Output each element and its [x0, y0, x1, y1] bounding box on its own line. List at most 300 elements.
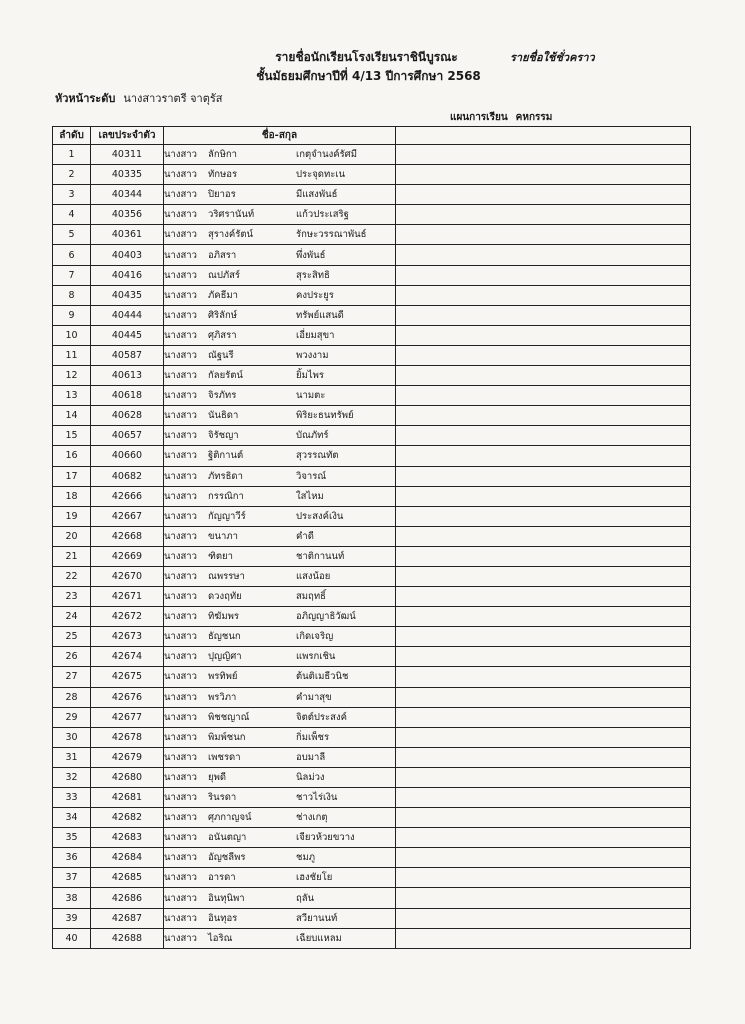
row-number: 12: [53, 366, 91, 386]
name-prefix: นางสาว: [164, 349, 197, 361]
student-id: 40444: [91, 305, 164, 325]
name-last: สวียานนท์: [296, 912, 338, 924]
row-number: 25: [53, 627, 91, 647]
student-name: [164, 406, 396, 426]
name-last: ฤลัน: [296, 892, 315, 904]
table-row: [53, 808, 691, 828]
row-number: 24: [53, 607, 91, 627]
blank-cell: [396, 727, 691, 747]
table-row: [53, 788, 691, 808]
table-row: [53, 908, 691, 928]
name-prefix: นางสาว: [164, 691, 197, 703]
name-last: แสงน้อย: [296, 571, 331, 583]
name-prefix: นางสาว: [164, 892, 197, 904]
blank-cell: [396, 788, 691, 808]
name-prefix: นางสาว: [164, 852, 197, 864]
name-last: ต้นติเมธีวนิช: [296, 671, 349, 683]
name-first: พิมพ์ชนก: [208, 731, 246, 743]
name-prefix: นางสาว: [164, 490, 197, 502]
name-last: แก้วประเสริฐ: [296, 209, 349, 221]
name-first: อินทุอร: [208, 912, 238, 924]
student-id: 42668: [91, 526, 164, 546]
table-row: [53, 165, 691, 185]
name-prefix: นางสาว: [164, 771, 197, 783]
row-number: 3: [53, 185, 91, 205]
name-first: เพชรดา: [208, 751, 241, 763]
table-row: [53, 747, 691, 767]
table-row: [53, 325, 691, 345]
row-number: 40: [53, 928, 91, 948]
blank-cell: [396, 165, 691, 185]
blank-cell: [396, 707, 691, 727]
name-first: อัญชลีพร: [208, 852, 246, 864]
student-name: [164, 727, 396, 747]
student-id: 40361: [91, 225, 164, 245]
table-row: [53, 406, 691, 426]
student-name: [164, 185, 396, 205]
plan-label: แผนการเรียน: [450, 112, 508, 123]
name-first: ลักษิกา: [208, 149, 237, 161]
name-first: ภัคธีมา: [208, 289, 239, 301]
table-row: [53, 627, 691, 647]
table-row: [53, 767, 691, 787]
name-first: ธัญชนก: [208, 631, 241, 643]
name-last: เฉียบแหลม: [296, 932, 342, 944]
table-row: [53, 386, 691, 406]
table-row: [53, 245, 691, 265]
table-row: [53, 546, 691, 566]
name-last: ทรัพย์แสนดี: [296, 309, 344, 321]
homeroom-name: นางสาวราตรี จาตุรัส: [123, 92, 223, 105]
blank-cell: [396, 647, 691, 667]
table-row: [53, 366, 691, 386]
student-name: [164, 265, 396, 285]
name-last: สุวรรณทัต: [296, 450, 339, 462]
name-first: ฐิติกานต์: [208, 450, 244, 462]
name-first: ศุภกาญจน์: [208, 812, 252, 824]
blank-cell: [396, 627, 691, 647]
name-prefix: นางสาว: [164, 611, 197, 623]
name-last: อบมาลี: [296, 751, 326, 763]
name-prefix: นางสาว: [164, 329, 197, 341]
name-prefix: นางสาว: [164, 309, 197, 321]
name-prefix: นางสาว: [164, 209, 197, 221]
student-name: [164, 205, 396, 225]
row-number: 29: [53, 707, 91, 727]
student-name: [164, 627, 396, 647]
name-prefix: นางสาว: [164, 751, 197, 763]
row-number: 17: [53, 466, 91, 486]
row-number: 32: [53, 767, 91, 787]
row-number: 27: [53, 667, 91, 687]
table-row: [53, 566, 691, 586]
row-number: 2: [53, 165, 91, 185]
name-prefix: นางสาว: [164, 571, 197, 583]
table-row: [53, 265, 691, 285]
student-name: [164, 607, 396, 627]
name-prefix: นางสาว: [164, 932, 197, 944]
name-first: ปิยาอร: [208, 189, 236, 201]
blank-cell: [396, 687, 691, 707]
student-id: 42666: [91, 486, 164, 506]
name-first: ศุภิสรา: [208, 329, 237, 341]
table-row: [53, 868, 691, 888]
name-prefix: นางสาว: [164, 832, 197, 844]
student-name: [164, 366, 396, 386]
student-name: [164, 828, 396, 848]
student-id: 40356: [91, 205, 164, 225]
table-row: [53, 205, 691, 225]
name-first: จิรัชญา: [208, 430, 239, 442]
blank-cell: [396, 848, 691, 868]
student-id: 42673: [91, 627, 164, 647]
row-number: 34: [53, 808, 91, 828]
table-row: [53, 687, 691, 707]
name-last: บัณภัทร์: [296, 430, 329, 442]
student-id: 42675: [91, 667, 164, 687]
name-first: ณปภัสร์: [208, 269, 241, 281]
blank-cell: [396, 225, 691, 245]
row-number: 8: [53, 285, 91, 305]
table-row: [53, 446, 691, 466]
name-first: อภิสรา: [208, 249, 237, 261]
table-row: [53, 607, 691, 627]
student-id: 40587: [91, 345, 164, 365]
table-row: [53, 587, 691, 607]
name-last: จิตต์ประสงค์: [296, 711, 347, 723]
student-id: 42686: [91, 888, 164, 908]
table-body: [53, 145, 691, 949]
table-row: [53, 145, 691, 165]
name-last: ประจุดทะเน: [296, 169, 346, 181]
name-prefix: นางสาว: [164, 711, 197, 723]
name-prefix: นางสาว: [164, 550, 197, 562]
student-name: [164, 707, 396, 727]
blank-cell: [396, 808, 691, 828]
student-id: 42683: [91, 828, 164, 848]
row-number: 18: [53, 486, 91, 506]
name-last: แพรกเชิน: [296, 651, 336, 663]
name-last: นามตะ: [296, 390, 326, 402]
blank-cell: [396, 546, 691, 566]
blank-cell: [396, 667, 691, 687]
provisional-note: รายชื่อใช้ชั่วคราว: [510, 51, 595, 64]
name-last: เกตุจำนงค์รัศมี: [296, 149, 357, 161]
student-name: [164, 868, 396, 888]
student-name: [164, 808, 396, 828]
student-id: 40618: [91, 386, 164, 406]
table-row: [53, 345, 691, 365]
name-first: จิรภัทร: [208, 390, 237, 402]
student-name: [164, 687, 396, 707]
student-id: 40335: [91, 165, 164, 185]
student-name: [164, 386, 396, 406]
student-name: [164, 788, 396, 808]
blank-cell: [396, 325, 691, 345]
table-row: [53, 506, 691, 526]
row-number: 15: [53, 426, 91, 446]
name-prefix: นางสาว: [164, 671, 197, 683]
name-last: พึ่งพันธ์: [296, 249, 326, 261]
student-id: 42685: [91, 868, 164, 888]
student-id: 42688: [91, 928, 164, 948]
row-number: 30: [53, 727, 91, 747]
name-last: กิ่มเพ็ชร: [296, 731, 330, 743]
header-no: ลำดับ: [53, 127, 91, 145]
row-number: 21: [53, 546, 91, 566]
row-number: 23: [53, 587, 91, 607]
name-last: นิลม่วง: [296, 771, 325, 783]
table-row: [53, 888, 691, 908]
blank-cell: [396, 607, 691, 627]
student-id: 40403: [91, 245, 164, 265]
name-last: เอี่ยมสุขา: [296, 329, 335, 341]
student-id: 40657: [91, 426, 164, 446]
name-first: วริศรานันท์: [208, 209, 255, 221]
table-row: [53, 707, 691, 727]
table-row: [53, 305, 691, 325]
name-prefix: นางสาว: [164, 169, 197, 181]
document-title: รายชื่อนักเรียนโรงเรียนราชินีบูรณะ: [275, 50, 458, 64]
name-prefix: นางสาว: [164, 149, 197, 161]
table-row: [53, 667, 691, 687]
row-number: 14: [53, 406, 91, 426]
row-number: 13: [53, 386, 91, 406]
row-number: 39: [53, 908, 91, 928]
blank-cell: [396, 747, 691, 767]
row-number: 16: [53, 446, 91, 466]
blank-cell: [396, 426, 691, 446]
name-last: ใสไหม: [296, 490, 324, 502]
name-prefix: นางสาว: [164, 510, 197, 522]
blank-cell: [396, 265, 691, 285]
row-number: 22: [53, 566, 91, 586]
student-id: 40416: [91, 265, 164, 285]
student-name: [164, 888, 396, 908]
student-name: [164, 325, 396, 345]
row-number: 38: [53, 888, 91, 908]
student-id: 42677: [91, 707, 164, 727]
name-last: เจียวห้วยขวาง: [296, 832, 355, 844]
student-id: 40435: [91, 285, 164, 305]
name-first: กัลยรัตน์: [208, 370, 243, 382]
student-id: 40613: [91, 366, 164, 386]
blank-cell: [396, 767, 691, 787]
blank-cell: [396, 345, 691, 365]
student-name: [164, 747, 396, 767]
row-number: 4: [53, 205, 91, 225]
name-first: พรทิพย์: [208, 671, 238, 683]
row-number: 19: [53, 506, 91, 526]
row-number: 20: [53, 526, 91, 546]
blank-cell: [396, 486, 691, 506]
student-id: 42681: [91, 788, 164, 808]
name-first: ทิฆัมพร: [208, 611, 239, 623]
name-last: คำดี: [296, 530, 314, 542]
student-id: 40682: [91, 466, 164, 486]
student-id: 42682: [91, 808, 164, 828]
name-prefix: นางสาว: [164, 812, 197, 824]
name-first: พิชชญาณ์: [208, 711, 250, 723]
student-name: [164, 165, 396, 185]
student-id: 42667: [91, 506, 164, 526]
student-id: 40628: [91, 406, 164, 426]
table-row: [53, 466, 691, 486]
row-number: 33: [53, 788, 91, 808]
name-first: ฑิตยา: [208, 550, 233, 562]
name-first: ปุญญิศา: [208, 651, 242, 663]
name-prefix: นางสาว: [164, 229, 197, 241]
blank-cell: [396, 366, 691, 386]
student-name: [164, 566, 396, 586]
blank-cell: [396, 868, 691, 888]
student-name: [164, 848, 396, 868]
student-name: [164, 587, 396, 607]
row-number: 9: [53, 305, 91, 325]
student-id: 42671: [91, 587, 164, 607]
row-number: 28: [53, 687, 91, 707]
name-last: รักษะวรรณาพันธ์: [296, 229, 367, 241]
blank-cell: [396, 386, 691, 406]
student-id: 42687: [91, 908, 164, 928]
student-roster-table: [52, 126, 691, 949]
student-id: 42684: [91, 848, 164, 868]
name-prefix: นางสาว: [164, 370, 197, 382]
table-row: [53, 526, 691, 546]
name-last: เฮงชัยโย: [296, 872, 333, 884]
row-number: 6: [53, 245, 91, 265]
name-prefix: นางสาว: [164, 390, 197, 402]
row-number: 7: [53, 265, 91, 285]
blank-cell: [396, 506, 691, 526]
name-first: พรวิภา: [208, 691, 237, 703]
name-last: สุระสิทธิ: [296, 269, 330, 281]
student-id: 40311: [91, 145, 164, 165]
blank-cell: [396, 828, 691, 848]
student-name: [164, 305, 396, 325]
blank-cell: [396, 566, 691, 586]
student-name: [164, 546, 396, 566]
student-id: 42674: [91, 647, 164, 667]
table-row: [53, 727, 691, 747]
study-plan: [450, 110, 552, 125]
homeroom-teacher: [55, 89, 222, 107]
name-first: สุรางค์รัตน์: [208, 229, 253, 241]
table-row: [53, 486, 691, 506]
name-last: ช่างเกตุ: [296, 812, 328, 824]
student-name: [164, 767, 396, 787]
row-number: 36: [53, 848, 91, 868]
homeroom-label: หัวหน้าระดับ: [55, 92, 116, 105]
name-first: ศิริลักษ์: [208, 309, 237, 321]
student-id: 40445: [91, 325, 164, 345]
name-first: ไอริณ: [208, 932, 233, 944]
table-row: [53, 185, 691, 205]
blank-cell: [396, 305, 691, 325]
student-id: 42676: [91, 687, 164, 707]
student-id: 42678: [91, 727, 164, 747]
student-name: [164, 466, 396, 486]
name-last: พวงงาม: [296, 349, 329, 361]
name-last: เกิดเจริญ: [296, 631, 334, 643]
student-id: 42670: [91, 566, 164, 586]
name-prefix: นางสาว: [164, 269, 197, 281]
name-first: อินทุนิพา: [208, 892, 245, 904]
name-prefix: นางสาว: [164, 189, 197, 201]
student-name: [164, 345, 396, 365]
header-blank: [396, 127, 691, 145]
name-prefix: นางสาว: [164, 792, 197, 804]
student-name: [164, 225, 396, 245]
name-last: อภิญญาธิวัฒน์: [296, 611, 356, 623]
table-row: [53, 225, 691, 245]
name-first: อนันตญา: [208, 832, 247, 844]
blank-cell: [396, 205, 691, 225]
student-id: 40660: [91, 446, 164, 466]
blank-cell: [396, 245, 691, 265]
document-subtitle: ชั้นมัธยมศึกษาปีที่ 4/13 ปีการศึกษา 2568: [256, 69, 481, 83]
table-row: [53, 848, 691, 868]
name-prefix: นางสาว: [164, 591, 197, 603]
name-prefix: นางสาว: [164, 912, 197, 924]
student-name: [164, 526, 396, 546]
name-last: ชมภู: [296, 852, 315, 864]
student-name: [164, 486, 396, 506]
header-id: เลขประจำตัว: [91, 127, 164, 145]
table-row: [53, 928, 691, 948]
student-name: [164, 446, 396, 466]
name-last: มีแสงพันธ์: [296, 189, 338, 201]
name-first: รินรดา: [208, 792, 237, 804]
name-prefix: นางสาว: [164, 249, 197, 261]
name-last: ชาวไร่เงิน: [296, 792, 338, 804]
name-prefix: นางสาว: [164, 410, 197, 422]
student-name: [164, 908, 396, 928]
row-number: 11: [53, 345, 91, 365]
name-first: ณพรรษา: [208, 571, 245, 583]
blank-cell: [396, 446, 691, 466]
blank-cell: [396, 908, 691, 928]
name-first: ยุพดี: [208, 771, 226, 783]
student-name: [164, 928, 396, 948]
header-name: ชื่อ-สกุล: [164, 127, 396, 145]
student-name: [164, 245, 396, 265]
student-id: 42679: [91, 747, 164, 767]
student-id: 40344: [91, 185, 164, 205]
blank-cell: [396, 587, 691, 607]
name-first: ณัฐนรี: [208, 349, 234, 361]
row-number: 10: [53, 325, 91, 345]
name-first: กรรณิกา: [208, 490, 244, 502]
name-prefix: นางสาว: [164, 530, 197, 542]
student-name: [164, 426, 396, 446]
row-number: 35: [53, 828, 91, 848]
student-id: 42672: [91, 607, 164, 627]
blank-cell: [396, 145, 691, 165]
blank-cell: [396, 406, 691, 426]
student-name: [164, 647, 396, 667]
student-name: [164, 506, 396, 526]
row-number: 5: [53, 225, 91, 245]
table-row: [53, 828, 691, 848]
name-last: คงประยูร: [296, 289, 334, 301]
name-first: ขนาภา: [208, 530, 238, 542]
name-last: ประสงค์เงิน: [296, 510, 344, 522]
name-prefix: นางสาว: [164, 651, 197, 663]
name-prefix: นางสาว: [164, 430, 197, 442]
name-first: กัญญาวีร์: [208, 510, 246, 522]
blank-cell: [396, 285, 691, 305]
